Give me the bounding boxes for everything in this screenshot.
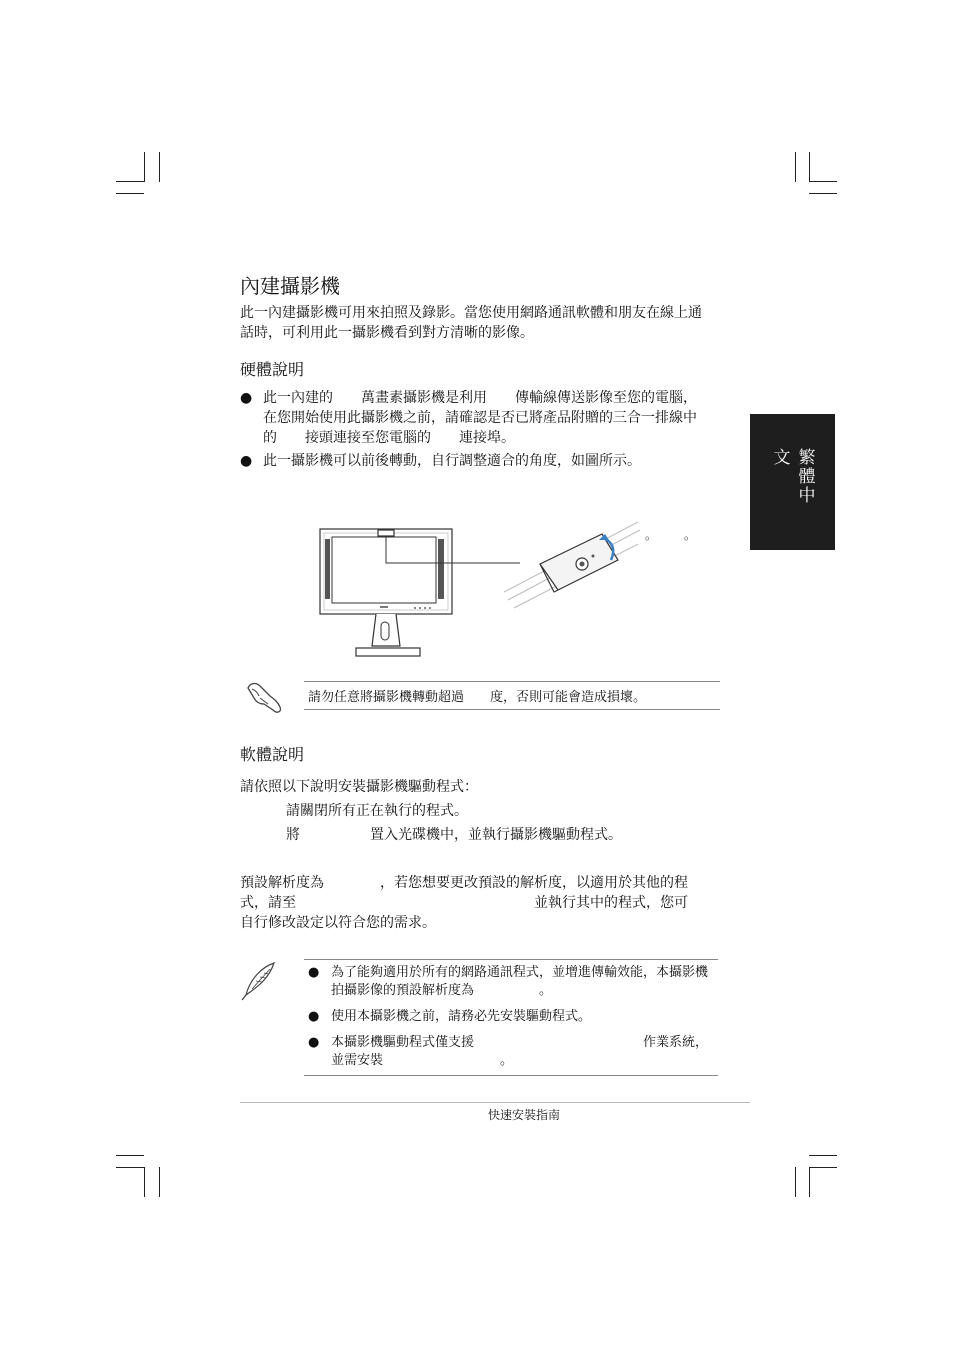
footer-title: 快速安裝指南 (488, 1108, 561, 1122)
install-step-1: 請關閉所有正在執行的程式。 (286, 803, 468, 819)
crop-mark (116, 181, 144, 182)
note-text (331, 1034, 721, 1070)
crop-mark (116, 1167, 144, 1168)
webcam-box (378, 530, 394, 536)
webcam-illustration (318, 520, 718, 662)
paragraph-line: 自行修改設定以符合您的需求。 (240, 915, 436, 931)
crop-mark (144, 1167, 145, 1197)
crop-mark (144, 152, 145, 182)
notes-bottom-rule (304, 1075, 718, 1076)
section-title: 內建攝影機 (240, 274, 340, 298)
hardware-heading: 硬體說明 (240, 360, 305, 379)
right-speaker (438, 539, 444, 599)
hand-icon (244, 680, 284, 714)
bullet-dot: ● (240, 453, 253, 469)
monitor-screen (332, 537, 436, 603)
intro-paragraph: 此一內建攝影機可用來拍照及錄影。當您使用網路通訊軟體和朋友在線上通話時，可利用此一攝影機看到對方清晰的影像。 (240, 305, 702, 341)
paragraph-line: 式，請至 並執行其中的程式，您可 (240, 895, 688, 911)
bullet-dot: ● (240, 390, 253, 406)
bullet-text (263, 388, 710, 448)
hardware-bullet-2 (240, 451, 710, 471)
bullet-line: 的 接頭連接至您電腦的 連接埠。 (263, 430, 515, 446)
note-text (331, 964, 721, 1000)
crop-mark (809, 1167, 810, 1197)
bullet-text: 此一攝影機可以前後轉動，自行調整適合的角度，如圖所示。 (263, 453, 641, 469)
angle-mark-1: 。 (645, 528, 658, 542)
crop-mark (795, 152, 796, 182)
language-tab (750, 414, 835, 550)
bullet-dot: ● (308, 965, 320, 980)
warning-top-rule (304, 681, 720, 682)
note-line: 本攝影機驅動程式僅支援 作業系統， (331, 1035, 709, 1050)
crop-mark (795, 1167, 796, 1197)
crop-mark (116, 1155, 144, 1156)
bullet-line: 此一內建的 萬畫素攝影機是利用 傳輸線傳送影像至您的電腦， (263, 390, 697, 406)
install-step-2: 將 置入光碟機中，並執行攝影機驅動程式。 (286, 827, 622, 843)
footer-rule (240, 1102, 750, 1103)
bullet-dot: ● (308, 1035, 320, 1050)
crop-mark (809, 152, 810, 182)
language-tab-label: 繁體中文 (769, 448, 815, 505)
feather-pen-icon (240, 961, 278, 1001)
hardware-bullet-1 (240, 388, 710, 448)
warning-text: 請勿任意將攝影機轉動超過 度，否則可能會造成損壞。 (308, 690, 647, 705)
crop-mark (809, 193, 837, 194)
camera-closeup (504, 522, 640, 608)
crop-mark (116, 193, 144, 194)
left-speaker (325, 539, 330, 599)
crop-mark (159, 1167, 160, 1197)
notes-top-rule (304, 959, 718, 960)
note-line: 並需安裝 。 (331, 1053, 514, 1068)
crop-mark (809, 1167, 837, 1168)
crop-mark (809, 181, 837, 182)
resolution-paragraph (240, 873, 715, 933)
paragraph-line: 預設解析度為 ，若您想要更改預設的解析度，以適用於其他的程 (240, 875, 688, 891)
software-lead: 請依照以下說明安裝攝影機驅動程式： (240, 779, 478, 795)
monitor-base (356, 648, 420, 656)
angle-mark-2: 。 (684, 528, 697, 542)
note-line: 拍攝影像的預設解析度為 。 (331, 983, 553, 998)
bullet-line: 在您開始使用此攝影機之前，請確認是否已將產品附贈的三合一排線中 (263, 410, 697, 426)
note-line: 為了能夠適用於所有的網路通訊程式，並增進傳輸效能，本攝影機 (331, 965, 709, 980)
bullet-dot: ● (308, 1009, 320, 1024)
note-text: 使用本攝影機之前，請務必先安裝驅動程式。 (331, 1009, 592, 1024)
warning-bottom-rule (304, 709, 720, 710)
crop-mark (159, 152, 160, 182)
software-heading: 軟體說明 (240, 745, 305, 764)
crop-mark (809, 1155, 837, 1156)
